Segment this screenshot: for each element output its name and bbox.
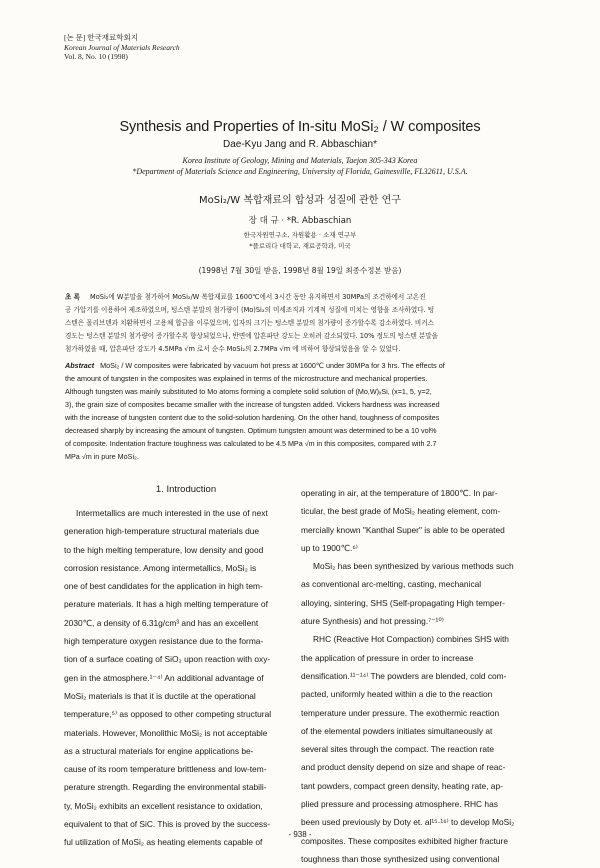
paper-title-english: Synthesis and Properties of In-situ MoSi₂ / W composites [119, 119, 481, 135]
abstract-line: 초 록 MoSi₂에 W분말을 첨가하여 MoSi₂/W 복합재료를 1600℃에서 3시간 동안 유지하면서 30MPa의 조건하에서 고온진 [65, 293, 426, 301]
abstract-english-heading: Abstract [65, 361, 95, 370]
body-line: plied pressure and processing atmosphere. RHC has [301, 799, 498, 810]
journal-volume: Vol. 8, No. 10 (1998) [64, 52, 128, 61]
body-line: gen in the atmosphere.¹⁻⁴⁾ An additional advantage of [64, 672, 264, 683]
body-line: tant powders, compact green density, heating rate, ap- [301, 780, 503, 791]
body-line: equivalent to that of SiC. This is proved by the success- [64, 819, 271, 830]
abstract-korean [65, 291, 537, 356]
body-line: ful utilization of MoSi₂ as heating elements capable of [64, 837, 263, 848]
abstract-line: 스텐은 몰리브덴과 치환하면서 고용체 합금을 이루었으며, 입자의 크기는 텅스텐 분말의 첨가량이 증가할수록 감소하였다. 비커스 [65, 319, 435, 327]
body-line: temperature,⁵⁾ as opposed to other competing structural [64, 709, 272, 720]
affiliation-line: Korea Institute of Geology, Mining and Materials, Taejon 305-343 Korea [182, 156, 418, 165]
abstract-line: 첨가하였을 때, 압흔파단 강도가 4.5MPa √m 로서 순수 MoSi₂의 2.7MPa √m 에 비하여 향상되었음을 알 수 있었다. [65, 345, 401, 353]
authors-english: Dae-Kyu Jang and R. Abbaschian* [223, 139, 377, 150]
abstract-english [65, 359, 537, 463]
affiliation-line: *플로리다 대학교, 재료공학과, 미국 [249, 242, 351, 250]
abstract-line: 3), the grain size of composites became smaller with the increase of tungsten added. Vickers hardness was increased [65, 400, 440, 409]
abstract-line: Although tungsten was mainly substituted to Mo atoms forming a complete solid solution of (Mo,W)ₓSi, (x=1, 5, y=2, [65, 387, 432, 396]
body-line: temperature under pressure. The exothermic reaction [301, 707, 500, 718]
abstract-line: decreased sharply by increasing the amount of tungsten. Optimum tungsten amount was determined to be a 10 vol% [65, 426, 437, 435]
body-line: of the elemental powders initiates simultaneously at [301, 725, 493, 736]
affiliation-line: *Department of Materials Science and Engineering, University of Florida, Gainesville, FL32611, U.S.A. [132, 167, 468, 176]
body-line: Intermetallics are much interested in the use of next [76, 508, 268, 518]
body-line: been used previously by Doty et. al¹⁵·¹⁶⁾ to develop MoSi₂ [301, 817, 515, 828]
abstract-korean-heading: 초 록 [65, 293, 81, 301]
body-line: MoSi₂ has been synthesized by various methods such [313, 561, 514, 572]
body-line: toughness than those synthesized using conventional [301, 853, 500, 864]
body-line: MoSi₂ materials is that it is ductile at the operational [64, 690, 256, 701]
authors-korean: 장 대 규 · *R. Abbaschian [248, 216, 352, 226]
abstract-line: 공 가압기를 이용하여 제조하였으며, 텅스텐 분말의 첨가량이 (Mo)Si₂의 미세조직과 기계적 성질에 미치는 영향을 조사하였다. 텅 [65, 306, 435, 314]
body-line: generation high-temperature structural materials due [64, 526, 260, 537]
body-line: tion of a surface coating of SiO₂ upon reaction with oxy- [64, 654, 271, 665]
abstract-line: of composite. Indentation fracture toughness was calculated to be 4.5 MPa √m in this composites, compared with 2.7 [65, 439, 437, 448]
abstract-line: 경도는 텅스텐 분말의 첨가량이 증가할수록 향상되었으나, 반면에 압흔파단 강도는 오히려 감소되었다. 10% 정도의 텅스텐 분말을 [65, 332, 439, 340]
body-line: ticular, the best grade of MoSi₂ heating element, com- [301, 506, 501, 517]
abstract-line: the amount of tungsten in the composites was explained in terms of the microstructure and mechanical properties. [65, 374, 428, 383]
affiliation-line: 한국자원연구소, 자원활용 · 소재 연구부 [243, 231, 357, 239]
journal-header [64, 33, 180, 62]
body-line: operating in air, at the temperature of 1800℃. In par- [301, 488, 498, 498]
body-column-right [301, 484, 545, 868]
section-heading-introduction: 1. Introduction [155, 484, 217, 495]
affiliations-korean [0, 230, 600, 252]
paper-title-korean: MoSi₂/W 복합재료의 합성과 성질에 관한 연구 [199, 195, 401, 206]
body-line: perature strength. Regarding the environmental stabili- [64, 782, 267, 793]
received-dates: (1998년 7월 30일 받음, 1998년 8월 19일 최종수정본 받음) [198, 266, 402, 275]
body-line: several sites through the compact. The reaction rate [301, 744, 495, 755]
abstract-line: Abstract MoSi₂ / W composites were fabricated by vacuum hot press at 1600℃ under 30MPa for 3 hrs. The effects of [65, 361, 445, 370]
abstract-line: with the increase of tungsten content due to the solid-solution hardening. On the other hand, toughness of composites [65, 413, 440, 422]
body-line: mercially known "Kanthal Super" is able to be operated [301, 524, 505, 535]
body-line: cause of its room temperature brittleness and low-tem- [64, 764, 267, 775]
abstract-line: MPa √m in pure MoSi₂. [65, 452, 139, 461]
body-line: high temperature oxygen resistance due to the forma- [64, 636, 264, 647]
body-line: alloying, sintering, SHS (Self-propagating High temper- [301, 597, 505, 608]
body-line: to the high melting temperature, low density and good [64, 544, 264, 555]
body-line: materials. However, Monolithic MoSi₂ is not acceptable [64, 727, 268, 738]
body-line: perature materials. It has a high melting temperature of [64, 599, 268, 610]
body-line: and product density depend on size and shape of reac- [301, 762, 506, 773]
body-column-left [64, 484, 308, 852]
journal-name-korean: [논 문] 한국재료학회지 [64, 33, 138, 42]
affiliations-english [0, 155, 600, 177]
body-line: 2030℃, a density of 6.31g/cm³ and has an excellent [64, 617, 259, 628]
body-line: the application of pressure in order to increase [301, 652, 474, 663]
page-number: - 938 - [288, 830, 312, 839]
body-line: corrosion resistance. Among intermetallics, MoSi₂ is [64, 562, 257, 573]
body-line: as a structural materials for engine applications be- [64, 745, 254, 756]
body-line: as conventional arc-melting, casting, mechanical [301, 579, 482, 590]
body-line: ty, MoSi₂ exhibits an excellent resistance to oxidation, [64, 800, 263, 811]
body-line: densification.¹¹⁻¹⁴⁾ The powders are blended, cold com- [301, 670, 507, 681]
body-line: pacted, uniformly heated within a die to the reaction [301, 689, 493, 700]
body-line: ature Synthesis) and hot pressing.⁷⁻¹⁰⁾ [301, 616, 444, 627]
body-line: RHC (Reactive Hot Compaction) combines SHS with [313, 634, 509, 645]
body-line: up to 1900℃.⁶⁾ [301, 542, 358, 553]
body-line: composites. These composites exhibited higher fracture [301, 835, 508, 846]
body-line: one of best candidates for the application in high tem- [64, 581, 263, 592]
journal-name-english: Korean Journal of Materials Research [64, 42, 180, 52]
